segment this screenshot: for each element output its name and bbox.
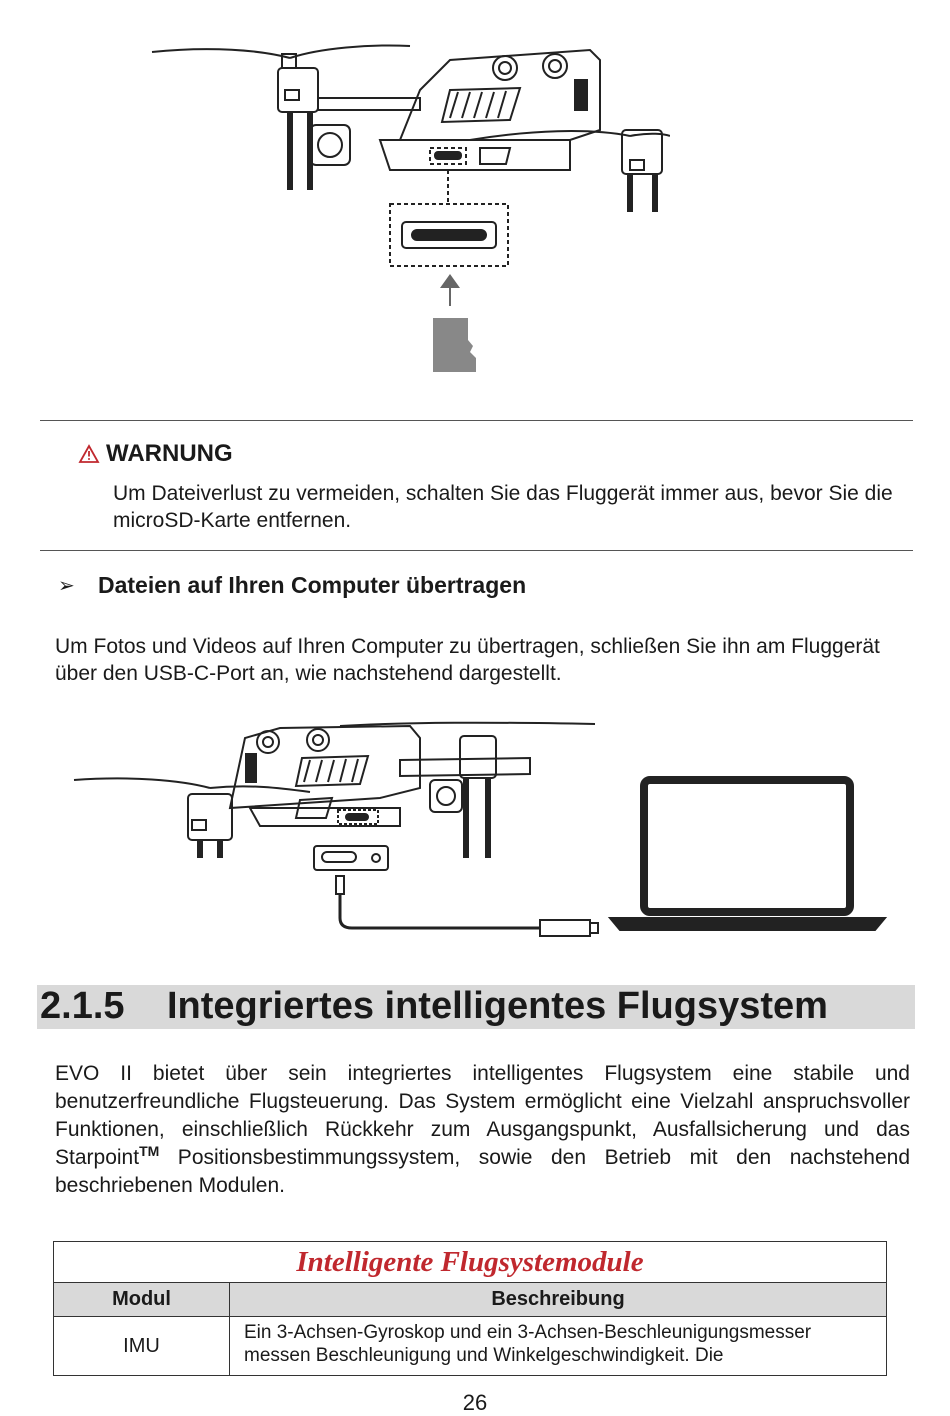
warning-triangle-icon bbox=[78, 444, 100, 464]
modules-table bbox=[53, 1241, 887, 1376]
intro-text-after: Positionsbestimmungssystem, sowie den Betrieb mit den nachstehend beschriebenen Modulen. bbox=[55, 1146, 910, 1197]
table-caption: Intelligente Flugsystemodule bbox=[54, 1242, 887, 1283]
intro-paragraph bbox=[55, 1060, 910, 1200]
transfer-paragraph: Um Fotos und Videos auf Ihren Computer zu übertragen, schließen Sie ihn am Fluggerät über den USB-C-Port an, wie nachstehend dargestellt. bbox=[55, 635, 880, 685]
subheading-title: Dateien auf Ihren Computer übertragen bbox=[98, 572, 527, 598]
page-number: 26 bbox=[462, 1390, 488, 1415]
header-modul: Modul bbox=[54, 1283, 230, 1317]
divider-bottom bbox=[40, 550, 913, 551]
table-row bbox=[54, 1317, 887, 1376]
cell-description: Ein 3-Achsen-Gyroskop und ein 3-Achsen-Beschleunigungsmesser messen Beschleunigung und Winkelgeschwindigkeit. Die bbox=[230, 1317, 887, 1376]
divider-top bbox=[40, 420, 913, 421]
section-number: 2.1.5 bbox=[40, 985, 125, 1027]
arrow-bullet-icon: ➢ bbox=[58, 575, 75, 597]
table-header-row bbox=[54, 1283, 887, 1317]
warning-body: Um Dateiverlust zu vermeiden, schalten Sie das Fluggerät immer aus, bevor Sie die microSD-Karte entfernen. bbox=[113, 482, 893, 532]
subheading bbox=[58, 572, 526, 599]
drone-microsd-illustration bbox=[150, 40, 670, 380]
drone-usb-laptop-illustration bbox=[70, 718, 890, 938]
cell-module: IMU bbox=[54, 1317, 230, 1376]
warning-title: WARNUNG bbox=[106, 440, 233, 467]
header-beschreibung: Beschreibung bbox=[230, 1283, 887, 1317]
warning-heading bbox=[78, 440, 233, 468]
trademark-mark: TM bbox=[139, 1143, 160, 1159]
section-title: Integriertes intelligentes Flugsystem bbox=[167, 985, 828, 1027]
intro-text-before: EVO II bietet über sein integriertes intelligentes Flugsystem eine stabile und benutzerfreundliche Flugsteuerung. Das System ermöglicht eine Vielzahl anspruchsvoller Funktionen, einschließlich Rückkehr zum Ausgangspunkt, Ausfallsicherung und das Starpoint bbox=[55, 1062, 910, 1169]
